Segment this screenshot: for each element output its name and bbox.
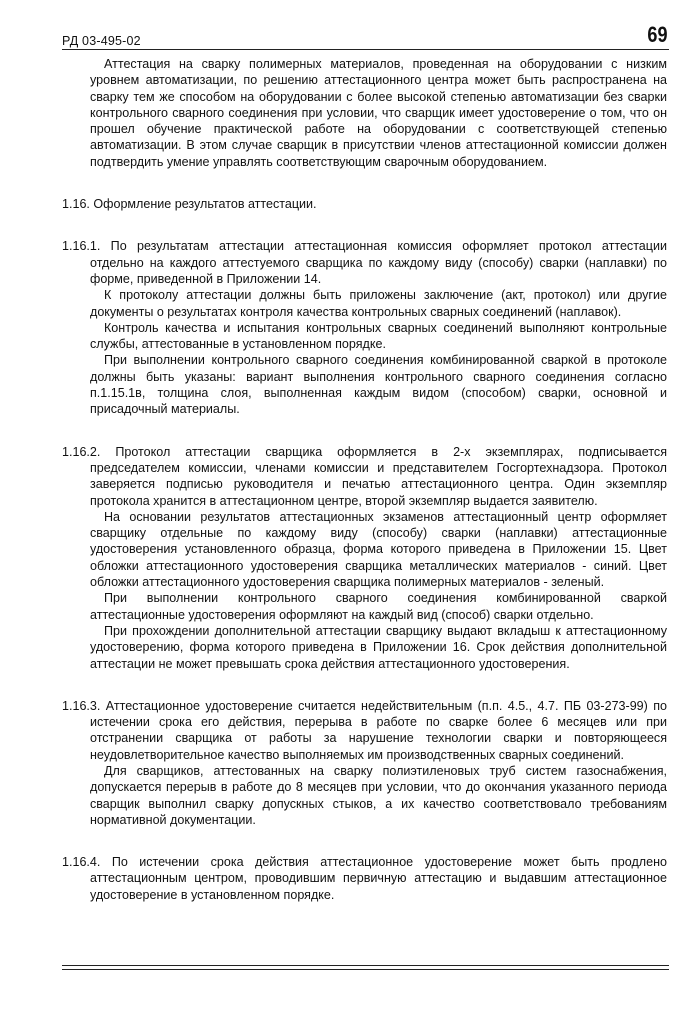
page-number: 69: [646, 22, 667, 47]
section-heading: 1.16. Оформление результатов аттестации.: [62, 197, 317, 212]
clause-1-16-3: [62, 698, 667, 828]
clause-paragraph: При выполнении контрольного сварного соединения комбинированной сваркой в протоколе должны быть указаны: вариант выполнения контрольного сварного соединения согласно п.1.15.1в, толщина слоя, выполненная каждым видом (способом) сварки, основной и присадочный материалы.: [90, 353, 667, 417]
clause-paragraph: На основании результатов аттестационных экзаменов аттестационный центр оформляет сварщику отдельные по каждому виду (способу) сварки (наплавки) аттестационные удостоверения установленного образца, форма которого приведена в Приложении 15. Цвет обложки аттестационного удостоверения сварщика металлических материалов - синий. Цвет обложки аттестационного удостоверения сварщика полимерных материалов - зеленый.: [90, 509, 667, 590]
intro-paragraph: Аттестация на сварку полимерных материалов, проведенная на оборудовании с низким уровнем автоматизации, по решению аттестационного центра может быть распространена на сварку тем же способом на оборудовании с более высокой степенью автоматизации без сварки контрольного сварного соединения при условии, что сварщик имеет удостоверение о том, что он прошел обучение практической работе на оборудовании с соответствующей степенью автоматизации. В этом случае сварщик в присутствии членов аттестационной комиссии должен подтвердить умение управлять соответствующим сварочным оборудованием.: [90, 57, 667, 169]
clause-paragraph: К протоколу аттестации должны быть приложены заключение (акт, протокол) или другие документы о результатах контроля качества контрольных сварных соединений (наплавок).: [90, 288, 667, 319]
clause-text: 1.16.2. Протокол аттестации сварщика оформляется в 2-х экземплярах, подписывается председателем комиссии, членами комиссии и представителем Госгортехнадзора. Протокол заверяется подписью руководителя и печатью аттестационного центра. Один экземпляр протокола хранится в аттестационном центре, второй экземпляр выдается заявителю.: [62, 444, 667, 508]
clause-paragraph: Контроль качества и испытания контрольных сварных соединений выполняют контрольные службы, аттестованные в установленном порядке.: [90, 320, 667, 352]
clause-paragraph: Для сварщиков, аттестованных на сварку полиэтиленовых труб систем газоснабжения, допускается перерыв в работе до 8 месяцев при условии, что до окончания указанного периода сварщик выполнил сварку допускных стыков, а их качество соответствовало требованиям нормативной документации.: [90, 763, 667, 827]
clause-1-16-1: [62, 238, 667, 417]
page-body: [62, 56, 667, 903]
clause-text: 1.16.1. По результатам аттестации аттестационная комиссия оформляет протокол аттестации отдельно на каждого аттестуемого сварщика по каждому виду (способу) сварки (наплавки) по форме, приведенной в Приложении 14.: [62, 239, 667, 286]
page-header: [62, 22, 667, 52]
clause-1-16-2: [62, 444, 667, 672]
clause-paragraph: При выполнении контрольного сварного соединения комбинированной сваркой аттестационные удостоверения оформляют на каждый вид (способ) сварки отдельно.: [90, 591, 667, 622]
header-rule: [62, 49, 669, 50]
clause-1-16-4: [62, 854, 667, 903]
footer-rule-double: [62, 969, 669, 970]
footer-rule: [62, 965, 669, 966]
clause-text: 1.16.3. Аттестационное удостоверение считается недействительным (п.п. 4.5., 4.7. ПБ 03-273-99) по истечении срока его действия, перерыва в работе по сварке более 6 месяцев или при отстранении сварщика от работы за нарушение технологии сварки и повторяющееся неудовлетворительное качество выполняемых им производственных сварных соединений.: [62, 698, 667, 762]
clause-text: 1.16.4. По истечении срока действия аттестационное удостоверение может быть продлено аттестационным центром, проводившим первичную аттестацию и выдавшим аттестационное удостоверение в установленном порядке.: [62, 855, 667, 902]
clause-paragraph: При прохождении дополнительной аттестации сварщику выдают вкладыш к аттестационному удостоверению, форма которого приведена в Приложении 16. Срок действия дополнительной аттестации не может превышать срока действия аттестационного удостоверения.: [90, 623, 667, 671]
document-code: РД 03-495-02: [62, 34, 141, 48]
